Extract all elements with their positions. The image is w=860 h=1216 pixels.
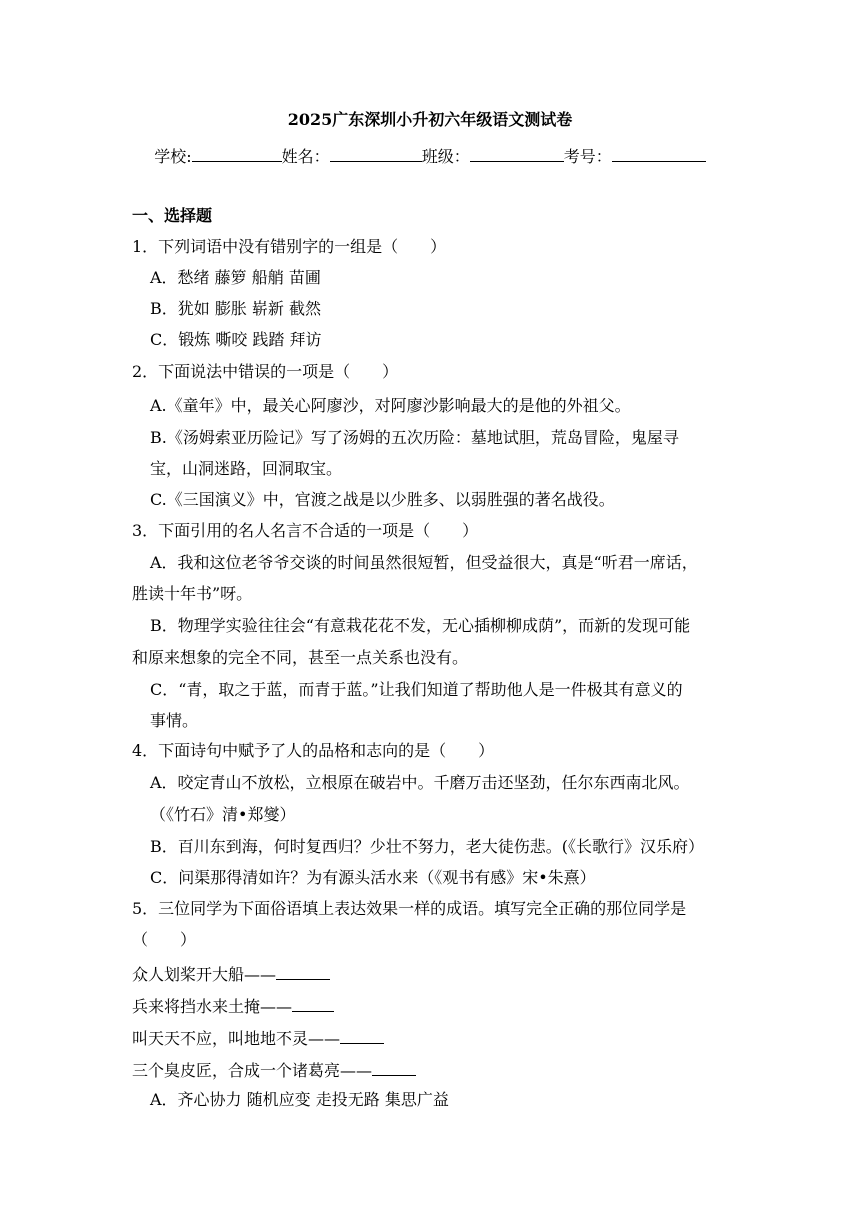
question-5-stem-line2: （ ） — [132, 930, 197, 949]
question-3-option-a-line1: A．我和这位老爷爷交谈的时间虽然很短暂，但受益很大，真是“听君一席话， — [150, 553, 698, 572]
school-label: 学校: — [154, 147, 192, 166]
page-title: 2025广东深圳小升初六年级语文测试卷 — [287, 110, 573, 129]
saying-2 — [132, 995, 334, 1017]
question-1-option-b: B．犹如 膨胀 崭新 截然 — [150, 299, 322, 318]
question-4-option-b: B．百川东到海，何时复西归？少壮不努力，老大徒伤悲。(《长歌行》汉乐府） — [150, 837, 705, 856]
question-1-option-c: C．锻炼 嘶咬 践踏 拜访 — [150, 330, 322, 349]
question-4-option-c: C．问渠那得清如许？为有源头活水来（《观书有感》宋•朱熹） — [150, 868, 596, 887]
question-3-option-c-line2: 事情。 — [150, 711, 199, 730]
name-label: 姓名： — [281, 147, 330, 166]
question-4-option-a-line2: （《竹石》清•郑燮） — [150, 805, 296, 824]
question-2-option-a: A.《童年》中，最关心阿廖沙，对阿廖沙影响最大的是他的外祖父。 — [150, 396, 631, 415]
exam-no-blank[interactable] — [612, 145, 706, 162]
question-3-option-b-line1: B．物理学实验往往会“有意栽花花不发，无心插柳柳成荫”，而新的发现可能 — [150, 616, 691, 635]
saying-3 — [132, 1027, 384, 1049]
question-1-stem: 1．下列词语中没有错别字的一组是（ ） — [132, 237, 447, 256]
question-2-option-c: C.《三国演义》中，官渡之战是以少胜多、以弱胜强的著名战役。 — [150, 490, 615, 509]
school-blank[interactable] — [192, 145, 282, 162]
saying-1-blank[interactable] — [276, 963, 330, 980]
question-5-stem-line1: 5．三位同学为下面俗语填上表达效果一样的成语。填写完全正确的那位同学是 — [132, 899, 687, 918]
question-5-option-a: A．齐心协力 随机应变 走投无路 集思广益 — [150, 1090, 449, 1109]
saying-2-blank[interactable] — [292, 995, 334, 1012]
question-4-option-a-line1: A．咬定青山不放松，立根原在破岩中。千磨万击还坚劲，任尔东西南北风。 — [150, 773, 690, 792]
saying-4-blank[interactable] — [372, 1059, 416, 1076]
question-1-option-a: A．愁绪 藤箩 船艄 苗圃 — [150, 268, 321, 287]
question-3-option-b-line2: 和原来想象的完全不同，甚至一点关系也没有。 — [132, 648, 469, 667]
class-label: 班级： — [421, 147, 470, 166]
question-2-option-b-line1: B.《汤姆索亚历险记》写了汤姆的五次历险：墓地试胆，荒岛冒险，鬼屋寻 — [150, 428, 679, 447]
question-2-stem: 2．下面说法中错误的一项是（ ） — [132, 362, 399, 381]
question-3-option-c-line1: C．“青，取之于蓝，而青于蓝。”让我们知道了帮助他人是一件极其有意义的 — [150, 680, 683, 699]
saying-2-text: 兵来将挡水来土掩—— — [132, 997, 293, 1016]
saying-1-text: 众人划桨开大船—— — [132, 965, 277, 984]
saying-4 — [132, 1059, 416, 1081]
question-3-option-a-line2: 胜读十年书”呀。 — [132, 584, 253, 603]
name-blank[interactable] — [330, 145, 422, 162]
question-3-stem: 3．下面引用的名人名言不合适的一项是（ ） — [132, 521, 479, 540]
question-2-option-b-line2: 宝，山洞迷路，回洞取宝。 — [150, 459, 343, 478]
saying-1 — [132, 963, 330, 985]
question-4-stem: 4．下面诗句中赋予了人的品格和志向的是（ ） — [132, 741, 495, 760]
saying-4-text: 三个臭皮匠，合成一个诸葛亮—— — [132, 1061, 373, 1080]
saying-3-blank[interactable] — [340, 1027, 384, 1044]
saying-3-text: 叫天天不应，叫地地不灵—— — [132, 1029, 341, 1048]
class-blank[interactable] — [470, 145, 564, 162]
section-heading: 一、选择题 — [132, 206, 213, 225]
student-info-row — [0, 145, 860, 167]
exam-no-label: 考号： — [563, 147, 612, 166]
